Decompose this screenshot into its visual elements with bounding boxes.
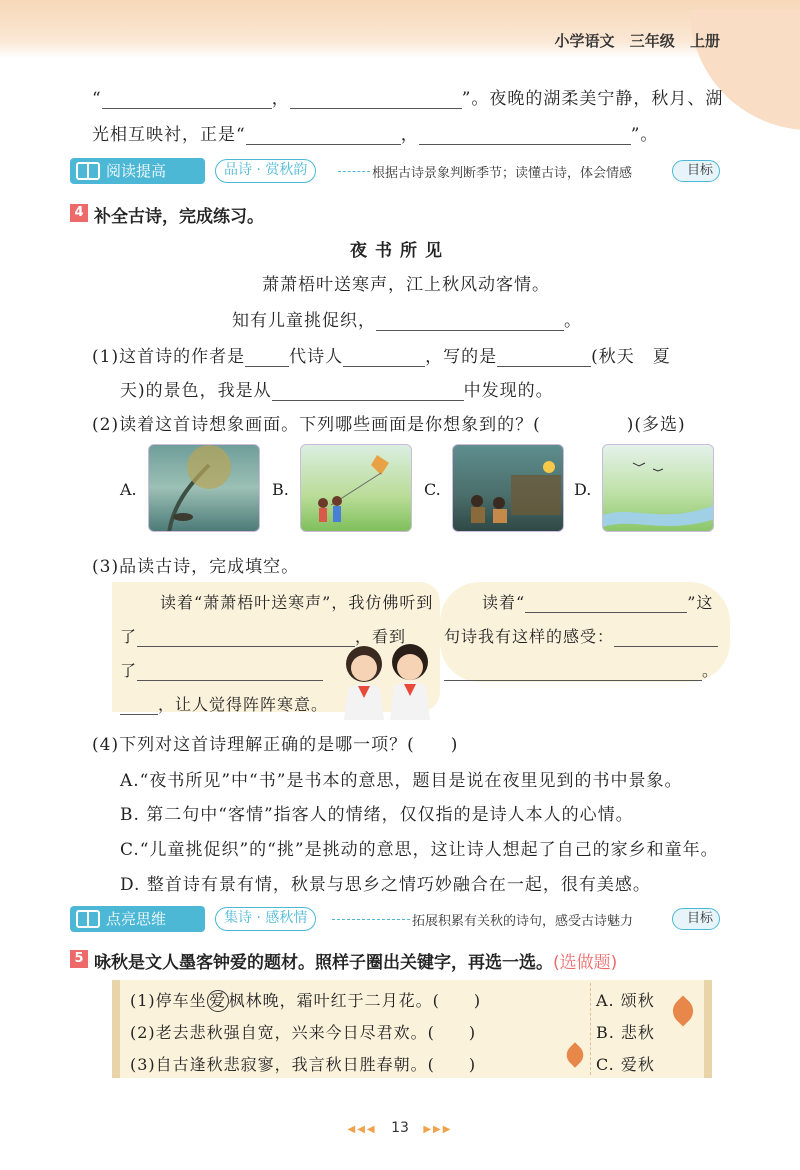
footer-right-arrows: ▶▶▶ [423,1124,453,1135]
blank-saw-cont[interactable] [120,697,158,715]
goal-tag: 目标 [672,908,720,930]
poem-item-2: (2)老去悲秋强自宽，兴来今日尽君欢。( ) [130,1023,477,1042]
poem-item-3: (3)自古逢秋悲寂寥，我言秋日胜春朝。( ) [130,1055,477,1074]
blank-dynasty[interactable] [245,349,289,367]
header-grade: 三年级 [629,32,675,50]
river-tree-scene [149,445,260,532]
period: 。 [702,661,720,680]
right-fill-line-2 [444,624,718,647]
fill-text: ，看到 [355,627,407,646]
children-illustration [334,640,440,720]
header-subject: 小学语文 [554,32,615,50]
blank-saw[interactable] [137,663,323,681]
fill-text: 了 [120,661,138,680]
blank-heard[interactable] [137,629,355,647]
section-bar-reading [70,158,720,184]
blank-poet[interactable] [343,349,425,367]
option-b-image[interactable] [300,444,412,532]
part-1-text: 代诗人 [289,347,344,367]
option-b[interactable]: B. 第二句中“客情”指客人的情绪，仅仅指的是诗人本人的心情。 [120,805,634,825]
option-c[interactable]: C.“儿童挑促织”的“挑”是挑动的意思，这让诗人想起了自己的家乡和童年。 [120,840,719,860]
question-title-text: 咏秋是文人墨客钟爱的题材。照样子圈出关键字，再选一选。 [94,953,553,973]
fill-text: 句诗我有这样的感受： [444,627,615,646]
option-d[interactable]: D. 整首诗有景有情，秋景与思乡之情巧妙融合在一起，很有美感。 [120,875,651,895]
left-fill-line-3 [120,658,323,681]
quote-open: “ [92,89,102,109]
part-1-text: (秋天 夏 [591,347,671,367]
blank-2[interactable] [290,91,462,109]
page-header [554,30,720,51]
fill-text: ”这 [687,593,714,612]
poem-line-2 [232,306,582,331]
blank-poem-line[interactable] [525,595,687,613]
section-bar-thinking [70,906,720,932]
section-theme: 集诗 · 感秋情 [215,907,316,931]
section-label [70,906,205,932]
optional-label: (选做题) [553,953,618,973]
option-label: A. [120,480,137,499]
option-label: D. [574,480,592,499]
fill-text: 了 [120,627,138,646]
top-line-2 [92,120,658,145]
blank-feeling[interactable] [614,629,718,647]
comma: ， [271,89,290,109]
question-number: 4 [70,204,88,222]
night-children-scene [453,445,564,532]
choice-b[interactable]: B. 悲秋 [596,1023,655,1042]
blank-3[interactable] [246,127,401,145]
meadow-river-scene [603,445,714,532]
book-icon [76,910,100,928]
part-1-text: 中发现的。 [463,381,554,401]
option-label: C. [424,480,441,499]
part-1-text: ，写的是 [425,347,498,367]
top-line-2-text: 光相互映衬，正是“ [92,125,246,145]
left-fill-line-4 [120,692,328,715]
part-2-text: (2)读着这首诗想象画面。下列哪些画面是你想象到的？( [92,415,541,435]
page-footer [0,1120,800,1136]
section-label-text: 点亮思维 [106,910,167,928]
section-note: 根据古诗景象判断季节；读懂古诗，体会情感 [372,166,633,181]
poem-line-2-text: 知有儿童挑促织， [232,311,376,331]
circled-keyword: 爱 [207,990,229,1012]
blank-feeling-cont[interactable] [444,663,702,681]
header-volume: 上册 [689,32,720,50]
part-1-line-2 [120,376,554,401]
poem-title: 夜书所见 [350,241,450,261]
option-d-image[interactable] [602,444,714,532]
left-fill-line-1: 读着“萧萧梧叶送寒声”，我仿佛听到 [160,593,434,612]
header-decoration [690,10,800,130]
poem-item-1 [130,988,481,1012]
top-line-1 [92,84,723,109]
part-2-text: )(多选) [626,415,686,435]
blank-1[interactable] [102,91,272,109]
right-fill-line-1 [482,590,713,613]
poem-blank[interactable] [376,313,564,331]
option-c-image[interactable] [452,444,564,532]
part-4-title: (4)下列对这首诗理解正确的是哪一项？( ) [92,735,459,755]
page-number: 13 [391,1120,409,1136]
right-fill-line-3 [444,658,719,681]
section-label-text: 阅读提高 [106,162,167,180]
blank-scene[interactable] [497,349,591,367]
option-a-image[interactable] [148,444,260,532]
option-a[interactable]: A.“夜书所见”中“书”是书本的意思，题目是说在夜里见到的书中景象。 [120,771,683,791]
question-title [94,948,617,973]
section-theme: 品诗 · 赏秋韵 [215,159,316,183]
book-icon [76,162,100,180]
question-number: 5 [70,950,88,968]
item-text: 枫林晚，霜叶红于二月花。( ) [228,991,482,1010]
footer-left-arrows: ◀◀◀ [347,1124,377,1135]
fill-text: 读着“ [482,593,526,612]
blank-4[interactable] [419,127,631,145]
quote-close: ”。 [630,125,659,145]
fill-text: ，让人觉得阵阵寒意。 [158,695,329,714]
part-1-text: (1)这首诗的作者是 [92,347,246,367]
goal-tag: 目标 [672,160,720,182]
question-title: 补全古诗，完成练习。 [94,207,264,227]
dash-divider [338,171,370,172]
comma: ， [400,125,419,145]
part-3-title: (3)品读古诗，完成填空。 [92,557,300,577]
item-text: (1)停车坐 [130,991,207,1010]
top-line-1-text: ”。夜晚的湖柔美宁静，秋月、湖 [461,89,724,109]
section-note: 拓展积累有关秋的诗句，感受古诗魅力 [412,914,634,929]
period: 。 [564,311,582,331]
part-1-line-1 [92,342,671,367]
part-1-text: 天)的景色，我是从 [120,381,272,401]
blank-evidence[interactable] [272,383,464,401]
dash-divider [332,919,410,920]
poem-line-1: 萧萧梧叶送寒声，江上秋风动客情。 [262,275,550,295]
part-2-line [92,410,686,435]
kite-children-scene [301,445,412,532]
option-label: B. [272,480,289,499]
choice-c[interactable]: C. 爱秋 [596,1055,655,1074]
choice-a[interactable]: A. 颂秋 [596,991,655,1010]
section-label [70,158,205,184]
